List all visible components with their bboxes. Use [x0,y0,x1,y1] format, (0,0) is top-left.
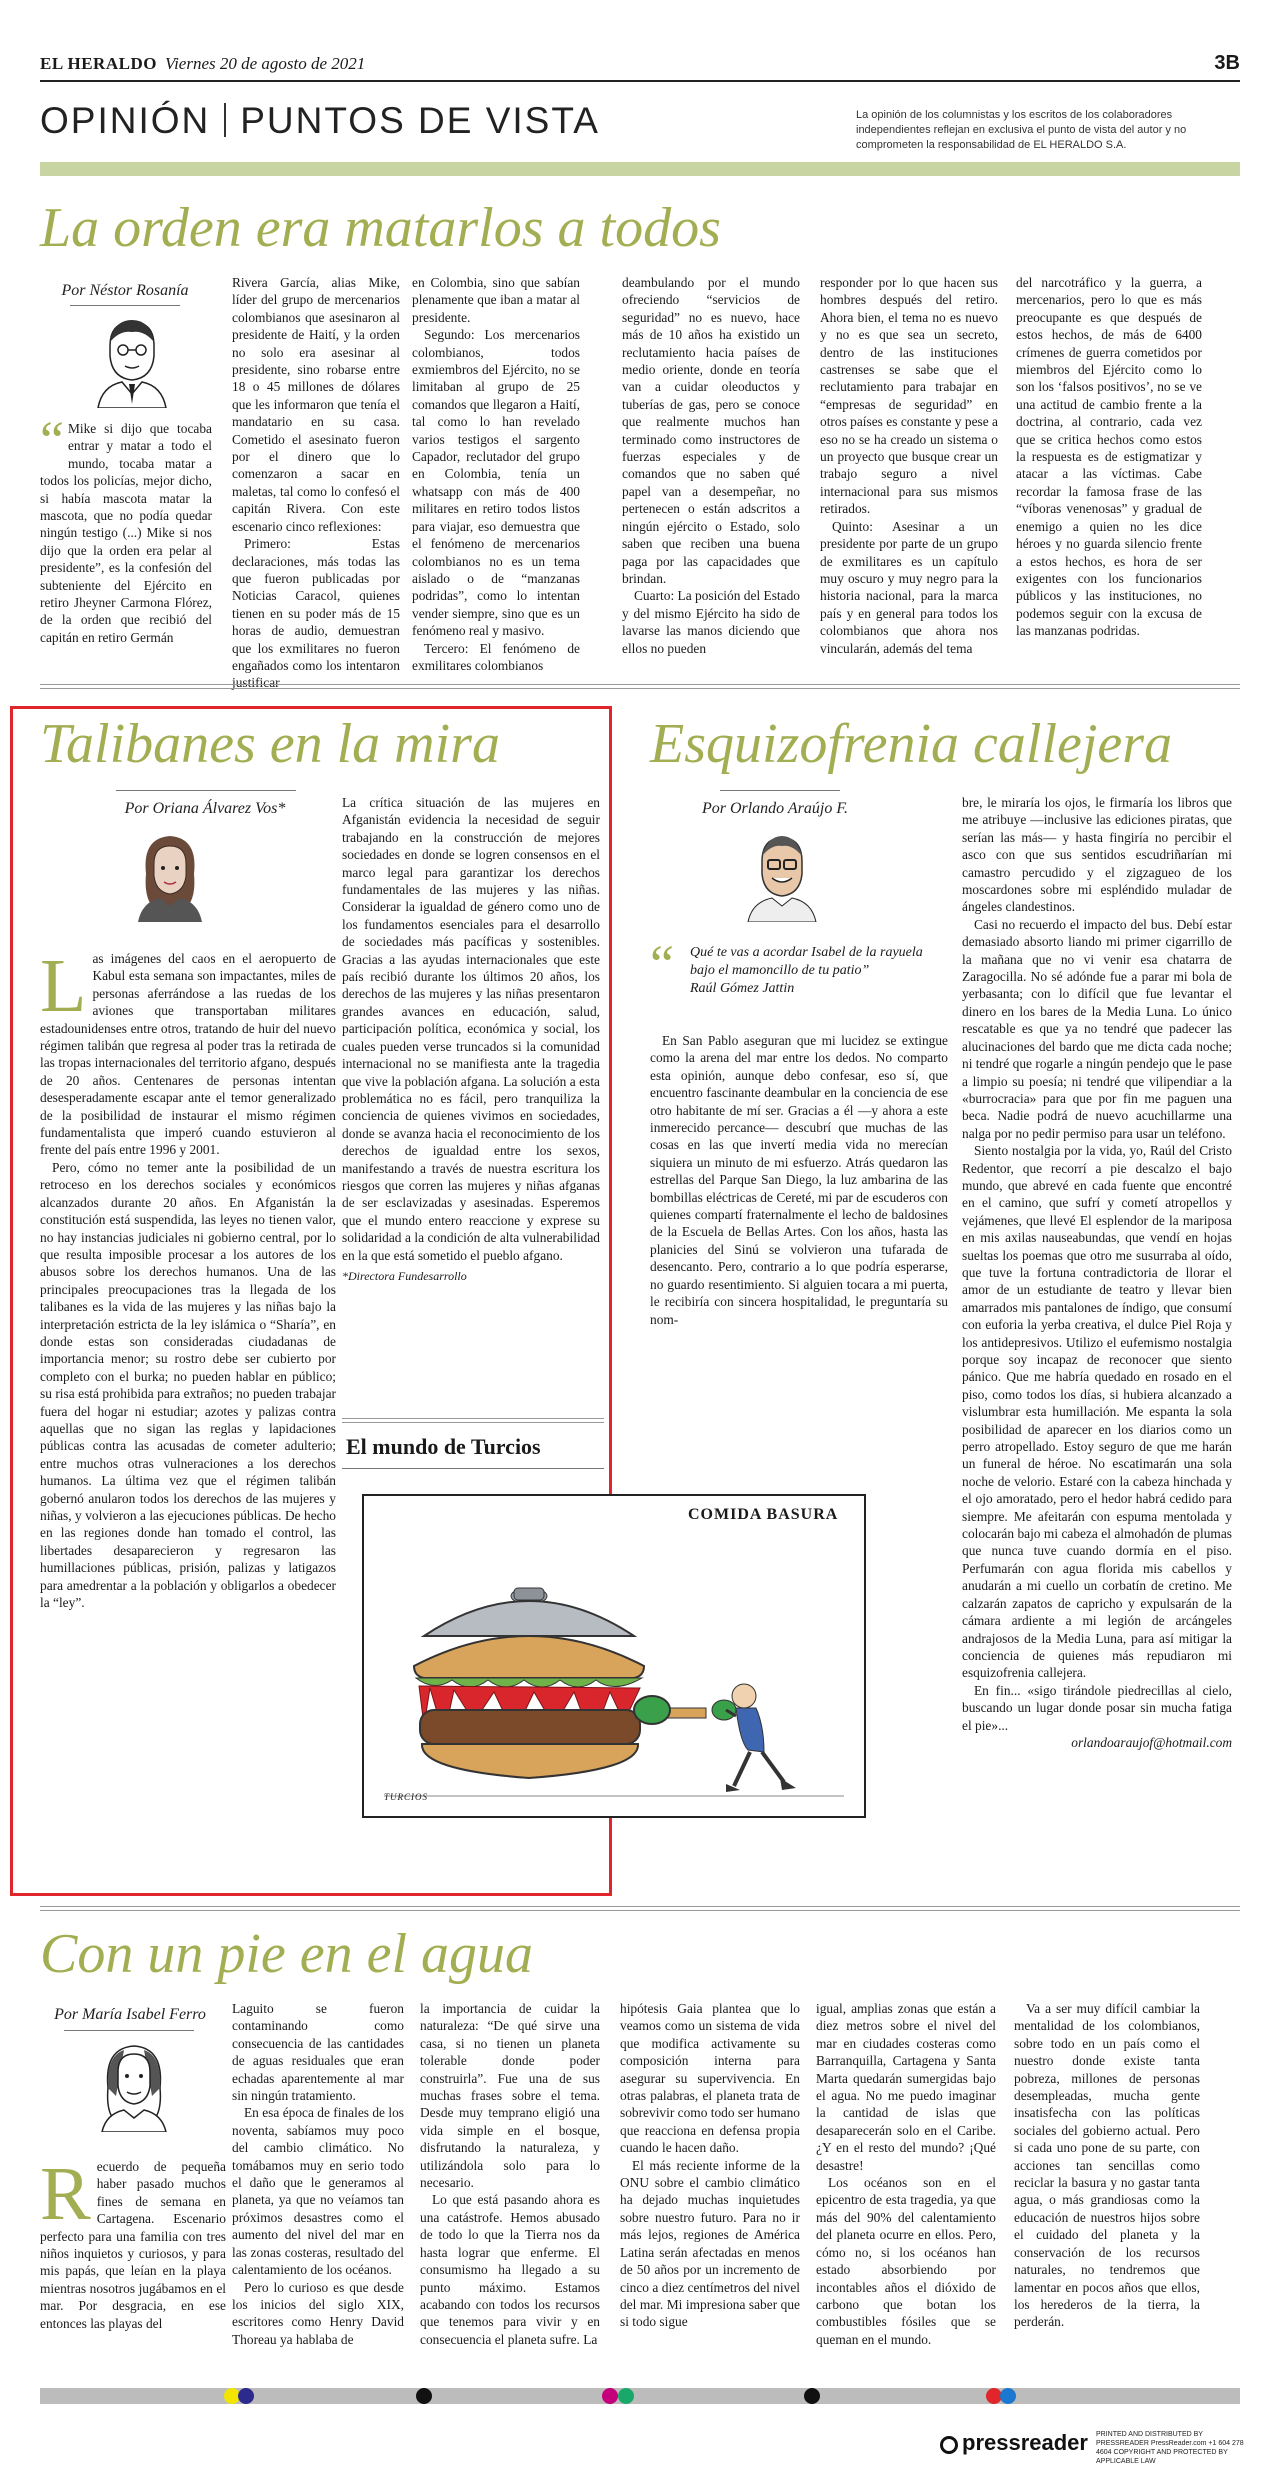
section-heading [40,100,600,142]
article-quote: Mike si dijo que tocaba entrar y matar a todo el mundo, tocaba matar a todos los policías, mejor dicho, si había mascota matar la mascota, que no podía quedar ningún testigo (...) Mike si nos dijo que la orden era pelar al presidente”, es la confesión del subteniente del Ejército en retiro Jheyner Carmona Flórez, de la orden que recibió del capitán en retiro Germán [40,421,212,645]
article-column: responder por lo que hacen sus hombres después del retiro. Ahora bien, el tema no es nuevo y no es que sea un secreto, dentro de las instituciones castrenses se sabe que el reclutamiento para trabajar en “empresas de seguridad” en otros países es constante y pese a eso no se ha creado un sistema o un proyecto que busque crear un trabajo seguro a nivel internacional para sus mismos retirados. Quinto: Asesinar a un presidente por parte de un grupo de exmilitares es un capítulo muy oscuro y muy negro para la historia nacional, para la marca país y en general para todos los colombianos que ahora nos vincularán, además del tema [820,275,998,656]
article-title: Talibanes en la mira [40,713,500,775]
drop-cap: L [40,944,87,1028]
author-email[interactable]: orlandoaraujof@hotmail.com [1071,1734,1232,1750]
article-column: La crítica situación de las mujeres en Afganistán evidencia la necesidad de seguir trabajando en la construcción de mejores sociedades en donde se logren consensos en el marco legal para garantizar los derechos fundamentales de las mujeres y las niñas. Considerar la igualdad de género como uno de los fundamentos esenciales para el desarrollo de sociedades más pacíficas y sostenibles. Gracias a las ayudas internacionales que este país recibió durante los últimos 20 años, los derechos de las mujeres y las niñas presentaron grandes avances en educación, salud, participación política, económica y social, los cuales pueden verse truncados si la comunidad internacional no se manifiesta ante la tragedia que vive la población afgana. La solución a esta problemática no es fácil, pero tranquiliza la conciencia de quienes vivimos en sociedades, donde se avanza hacia el reconocimiento de los derechos de igualdad entre los sexos, manifestando a través de nuestra escritura los riesgos que corren las mujeres y niñas afganas de ser esclavizadas y asesinadas. Esperemos que el mundo entero reaccione y exprese su solidaridad a la condición de alta vulnerabilidad en la que está sometido el pueblo afgano. *Directora Fundesarrollo [342,794,600,1285]
article-column: hipótesis Gaia plantea que lo veamos como un sistema de vida que modifica activamente su composición interna para asegurar su supervivencia. En otras palabras, el planeta trata de sobrevivir como todo ser humano que reacciona en defensa propia cuando le hacen daño. El más reciente informe de la ONU sobre el cambio climático ha dejado muchas inquietudes sobre nuestro futuro. Para no ir más lejos, regiones de América Latina serán afectadas en menos de 50 años por un incremento de cinco a diez centímetros del nivel del mar. Mi impresiona saber que si todo sigue [620,2001,800,2330]
article-column: En San Pablo aseguran que mi lucidez se extingue como la arena del mar entre los dedos. No comparto esta opinión, aunque debo confesar, eso sí, que encuentro fascinante deambular en la conciencia de ese otro habitante de mí ser. Gracias a él —y ahora a este inmerecido percance— descubrí que muchas de las cosas en las que invertí media vida no merecían siquiera un minuto de mi esfuerzo. Atrás quedaron las estrellas del Parque San Diego, la luz ambarina de las bombillas eléctricas de Cereté, mi par de escuderos con quienes compartí fraternalmente el lecho de baldosines de la Escuela de Bellas Artes. Con los años, hasta las planicies del Sinú se volvieron una tufarada de desencanto. Pero, contrario a lo que podría esperarse, no guardo resentimiento. Si alguien tocara a mi puerta, le recibiría con sincera hospitalidad, le preguntaría su nom- [650,1033,948,1327]
byline: Por Oriana Álvarez Vos* [124,800,286,817]
footnote: *Directora Fundesarrollo [342,1268,467,1283]
article-column: bre, le miraría los ojos, le firmaría los libros que me atribuye —inclusive las ediciones piratas, que serían las más— y hasta fingiría no percibir el asco con que sus sentidos escudriñarían mi camastro percudido y el zigzagueo de los moscardones sobre mi espléndido muladar de ángeles clandestinos. Casi no recuerdo el impacto del bus. Debí estar demasiado absorto liando mi primer cigarrillo de la mañana que no vi venir esa chatarra de Zaragocilla. No sé adónde fue a parar mi bola de yerbasanta; con lo difícil que fue levantar el dinero en los bares de la Media Luna. Lo único rescatable es que ya no tendré que padecer las alucinaciones del bardo que me dicta cada noche; ni tendré que rogarle a ningún pendejo que le pase a limpio su poesía; ni tendré que vilipendiar a la «burrocracia» para que por fin me paguen una beca. Nadie podrá de nuevo acuchillarme una nalga por no pedir permiso para usar un teléfono. Siento nostalgia por la vida, yo, Raúl del Cristo Redentor, que recorrí a pie descalzo el bajo mundo, que abrevé en cada fuente que encontré en el camino, que sufrí y cometí atropellos y vejámenes, que llevé El esplendor de la mariposa en mis axilas nauseabundas, que vendí en hojas sueltas los poemas que otro me susurraba al oído, que tuve la fortuna contradictoria de llorar el amor de un estudiante de teatro y llevar bien amarrados mis pantalones de índigo, que consumí con euforia la yerba creativa, el dulce Piel Roja y los antidepresivos. Utilizo el eufemismo nostalgia porque soy incapaz de reconocer que siento pánico. Que me habría quedado en rosado en el piso, como todos los días, si hubiera alcanzado a vislumbrar esta humillación. Me espanta la sola posibilidad de aparecer en los diarios como un perro atropellado. Estoy seguro de que me harán un funeral de héroe. No escatimarán una sola noche de velorio. Estaré con la cabeza hinchada y el ojo amoratado, pero el hedor habrá cedido para siempre. Me afeitarán con espuma mentolada y colocarán bajo mi cabeza el almohadón de plumas que nunca tuve cuando dormía en el piso. Perfumarán con agua florida mis cabellos y anudarán a mi cuello un corbatín de cretino. Me calzarán zapatos de capricho y expulsarán de la cámara ardiente a mi legión de arcángeles andrajosos de la Media Luna, para así mitigar la conciencia de quienes más repudiaron mi esquizofrenia callejera. En fin... «sigo tirándole piedrecillas al cielo, buscando un lugar donde posar sin mucha fatiga el pie»... orlandoaraujof@hotmail.com [962,795,1232,1750]
registration-mark [1000,2388,1016,2404]
author-portrait [742,826,822,922]
section-name: OPINIÓN [40,100,211,141]
article-column: Va a ser muy difícil cambiar la mentalidad de los colombianos, sobre todo en un país como el nuestro donde existe tanta pobreza, millones de personas desempleadas, mucha gente insatisfecha con las políticas sociales del gobierno actual. Pero si cada uno pone de su parte, con acciones tan sencillas como reciclar la basura y no gastar tanta agua, o más grandiosas como la educación de nuestros hijos sobre el cuidado del planeta y la conservación de los recursos naturales, no tendremos que lamentar en pocos años que ellos, los herederos de la tierra, la perderán. [1014,2001,1200,2330]
article-column: Laguito se fueron contaminando como consecuencia de las cantidades de aguas residuales que eran echadas aparentemente al mar sin ningún tratamiento. En esa época de finales de los noventa, sabíamos muy poco del cambio climático. No tomábamos muy en serio todo el daño que le generamos al planeta, ya que no veíamos tan próximos desastres como el aumento del nivel del mar en las zonas costeras, resultado del calentamiento de los océanos. Pero lo curioso es que desde los inicios del siglo XIX, escritores como Henry David Thoreau ya hablaba de [232,2001,404,2347]
byline-rule [70,305,180,306]
registration-mark [602,2388,618,2404]
pressreader-meta: PRINTED AND DISTRIBUTED BY PRESSREADER PressReader.com +1 604 278 4604 COPYRIGHT AND PROTECTED BY APPLICABLE LAW [1096,2431,1244,2465]
quote-mark: “ [40,410,64,470]
article-column: la importancia de cuidar la naturaleza: “De qué sirve una casa, si no tienen un planeta tolerable donde poder construirla”. Fue una de sus muchas frases sobre el tema. Desde muy temprano eligió una vida simple en el bosque, disfrutando la naturaleza, y utilizándola solo para lo necesario. Lo que está pasando ahora es una catástrofe. Hemos abusado de todo lo que la Tierra nos da hasta lograr que enferme. El consumismo ha llegado a su punto máximo. Estamos acabando con todos los recursos que tenemos para vivir y en consecuencia el planeta sufre. La [420,2001,600,2347]
author-portrait [130,826,210,922]
section-divider-line [40,1906,1240,1911]
pressreader-icon [940,2436,958,2454]
article-column: Rivera García, alias Mike, líder del grupo de mercenarios colombianos que asesinaron al presidente de Haití, y la orden no solo era asesinar al presidente, sino robarse entre 18 o 45 millones de dólares que les informaron que tenía el mandatario en su casa. Cometido el asesinato fueron por el dinero que lo comenzaron a sacar en maletas, tal como lo confesó el capitán Rivera. Con este escenario cinco reflexiones: Primero: Estas declaraciones, más todas las que fueron publicadas por Noticias Caracol, quienes tienen en su poder más de 15 horas de audio, demuestran que los exmilitares no fueron engañados como los intentaron justificar [232,275,400,691]
header-rule [40,80,1240,82]
byline: Por María Isabel Ferro [54,2006,206,2023]
article-title: Con un pie en el agua [40,1923,534,1985]
cartoon-section-title: El mundo de Turcios [346,1434,541,1459]
disclaimer: La opinión de los columnistas y los escritos de los colaboradores independientes reflejan en exclusiva el punto de vista del autor y no comprometen la responsabilidad de EL HERALDO S.A. [856,109,1187,151]
article-column: L as imágenes del caos en el aeropuerto de Kabul esta semana son impactantes, miles de personas aferrándose a las ruedas de los aviones que transportaban militares estadounidenses entre otros, tratando de huir del nuevo régimen talibán que regresa al poder tras la retirada de las tropas internacionales del territorio afgano, después de 20 años. Centenares de personas intentan desesperadamente escapar ante el temor generalizado de la posibilidad de instaurar el mismo régimen fundamentalista que imperó cuando estuvieron al frente del país entre 1996 y 2001. Pero, cómo no temer ante la posibilidad de un retroceso en los derechos sociales y económicos alcanzados durante 20 años. En Afganistán la constitución está suspendida, las leyes no tienen valor, no hay instancias judiciales ni gobierno central, por lo que resulta imposible procesar a los autores de los abusos sobre los derechos humanos. Una de las principales preocupaciones tras la llegada de los talibanes es la vida de las mujeres y las niñas bajo la interpretación estricta de la ley islámica o “Sharía”, en donde estas son consideradas ciudadanas de importancia menor; su rostro debe ser cubierto por completo con el burka; no pueden hablar en público; su risa está prohibida para extraños; no pueden trabajar fuera del hogar ni estudiar; azotes y palizas contra aquellas que no sigan las reglas y lapidaciones públicas contra las acusadas de cometer adulterio; entre muchos otras vulneraciones a los derechos humanos. La última vez que el régimen talibán gobernó anularon todos los derechos de las mujeres y niñas, y volvieron a las ejecuciones públicas. De hecho en las regiones donde han tomado el control, las libertades desaparecieron y regresaron las humillaciones públicas, prisión, palizas y latigazos para amedrentar a la población y obligarlos a obedecer la “ley”. [40,944,336,1611]
byline: Por Néstor Rosanía [61,282,189,299]
page-number: 3B [1214,52,1240,74]
pressreader-logo: pressreader [940,2430,1088,2456]
article-column: deambulando por el mundo ofreciendo “servicios de seguridad” no es nuevo, hace más de 10 años ha existido un reclutamiento hacia países de medio oriente, donde en teoría van a cuidar oleoductos y tuberías de gas, pero se conoce que realmente muchos han terminado como instructores de fuerzas especiales y de comandos que no saben qué papel van a desempeñar, no pertenecen o están adscritos a ningún ejército o Estado, solo saben que reciben una buena paga por las capacidades que brindan. Cuarto: La posición del Estado y del mismo Ejército ha sido de lavarse las manos diciendo que ellos no pueden [622,275,800,656]
author-portrait [92,312,172,408]
drop-cap: R [40,2152,91,2236]
quote-block [650,934,950,998]
article-title: Esquizofrenia callejera [650,713,1173,775]
cartoon-caption: COMIDA BASURA [688,1506,839,1523]
registration-mark [618,2388,634,2404]
cartoon-illustration [364,1496,864,1816]
article-column: del narcotráfico y la guerra, a mercenarios, pero lo que es más preocupante es que después de estos hechos, de más de 6400 crímenes de guerra cometidos por miembros del Ejército como lo son los ‘falsos positivos’, no se ve una actitud de cambio frente a la doctrina, al contrario, cada vez que se critica hechos como estos la respuesta es de estigmatizar y atacar a las víctimas. Cabe recordar la famosa frase de las “víboras venenosas” y gradual de enemigo a quien no les dice héroes y no guarda silencio frente a estos hechos, es hora de ser exigentes con los funcionarios públicos y las instituciones, no podemos seguir con la excusa de las manzanas podridas. [1016,275,1202,639]
section-divider [224,103,226,137]
epigraph-author: Raúl Gómez Jattin [690,981,795,996]
cartoon-title-rule [342,1468,604,1469]
author-portrait [94,2036,174,2132]
byline-rule [64,2030,194,2031]
cartoon-frame [362,1494,866,1818]
registration-mark [804,2388,820,2404]
quote-mark: “ [650,934,674,994]
cartoon-rule [342,1418,604,1423]
subsection-name: PUNTOS DE VISTA [240,100,600,141]
issue-date: Viernes 20 de agosto de 2021 [164,54,366,73]
epigraph: Qué te vas a acordar Isabel de la rayuela bajo el mamoncillo de tu patio” [690,945,923,978]
registration-bar [40,2388,1240,2404]
byline-rule [116,790,296,791]
registration-mark [416,2388,432,2404]
article-column: en Colombia, sino que sabían plenamente que iban a matar al presidente. Segundo: Los mercenarios colombianos, todos exmiembros del Ejército, no se limitaban al grupo de 25 comandos que llegaron a Haití, tal como lo han revelado varios testigos el sargento Capador, reclutador del grupo en Colombia, tenía un whatsapp con más de 400 militares en retiro todos listos para viajar, eso demuestra que el fenómeno de mercenarios colombianos no es un tema aislado o de “manzanas podridas”, como lo intentan vender siempre, sino que es un fenómeno real y masivo. Tercero: El fenómeno de exmilitares colombianos [412,275,580,673]
article-title: La orden era matarlos a todos [40,197,721,259]
cartoonist-signature: TURCIOS [384,1792,429,1802]
registration-mark [238,2388,254,2404]
byline-rule [720,790,840,791]
section-divider-line [40,684,1240,689]
quote-block [40,410,212,646]
accent-bar [40,162,1240,176]
article-column: igual, amplias zonas que están a diez metros sobre el nivel del mar en ciudades costeras como Barranquilla, Cartagena y Santa Marta quedarán sumergidas bajo el agua. No me puedo imaginar la cantidad de islas que desaparecerán solo en el Caribe. ¿Y en el resto del mundo? ¡Qué desastre! Los océanos son en el epicentro de esta tragedia, ya que más del 90% del calentamiento del planeta ocurre en ellos. Pero, cómo no, si los océanos han estado absorbiendo por incontables años el dióxido de carbono que botan los combustibles fósiles que se queman en el mundo. [816,2001,996,2347]
newspaper-name: EL HERALDO [40,54,157,73]
masthead [40,54,365,74]
byline: Por Orlando Araújo F. [701,800,849,817]
article-column: R ecuerdo de pequeña haber pasado muchos fines de semana en Cartagena. Escenario perfecto para una familia con tres niños inquietos y curiosos, y para mis papás, que leían en la playa mientras nosotros jugábamos en el mar. Por desgracia, en ese entonces las playas del [40,2152,226,2331]
